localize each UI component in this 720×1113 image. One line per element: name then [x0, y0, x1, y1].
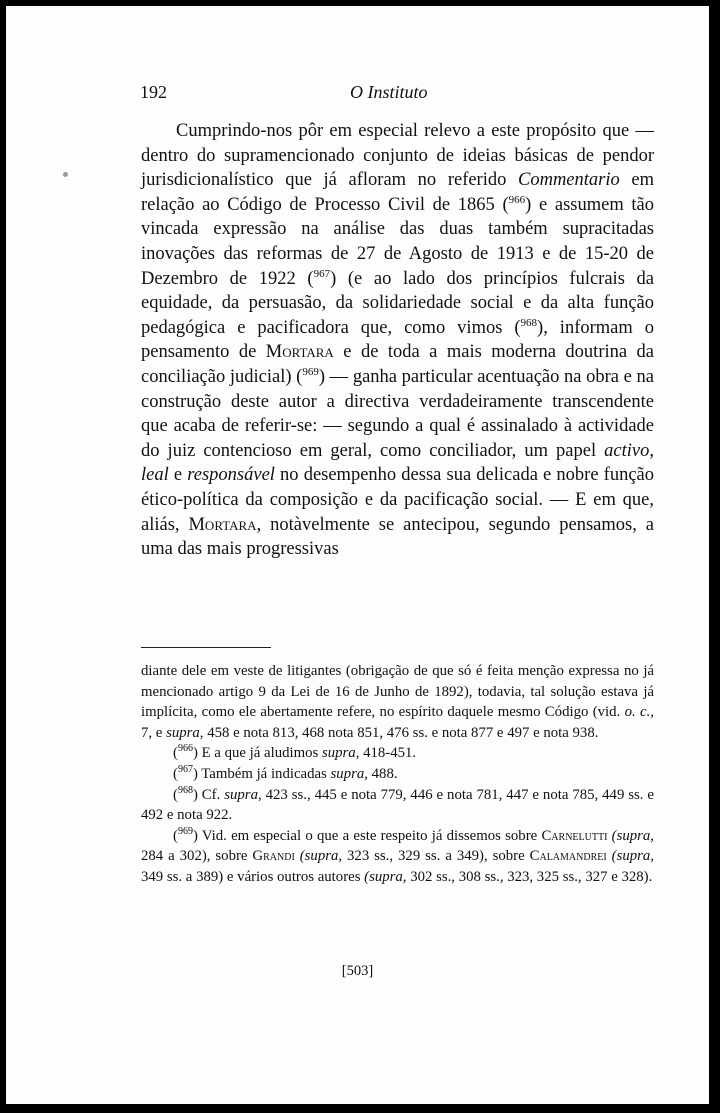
text-run: , 423 ss., 445 e nota 779, 446 e nota 781, 447 e nota 785, 449 ss. e 492 e nota 922. [141, 786, 654, 824]
footnote-ref-969[interactable]: 969 [302, 365, 319, 378]
text-run: Cumprindo-nos pôr em especial relevo a este propósito que — dentro do supramencionado conjunto de ideias básicas de pendor jurisdicionalístico que já afloram no referido [141, 121, 654, 191]
author-name: Mortara [188, 514, 257, 535]
book-page [6, 6, 709, 1104]
paper-speck [63, 172, 68, 177]
text-run: em relação ao Código de Processo Civil de 1865 ( [141, 170, 654, 215]
main-paragraph [141, 119, 654, 562]
text-run: Vid. em especial o que a este respeito já dissemos sobre [197, 827, 542, 844]
text-run: Cf. [197, 786, 225, 803]
text-run: Também já indicadas [197, 765, 331, 782]
page-header [140, 82, 600, 104]
text-run: ) — ganha particular acentuação na obra e na construção deste autor a directiva verdadeiramente transcendente que acaba de referir-se: — segundo a qual é assinalado à actividade do juiz contencioso em geral, como conciliador, um papel [141, 366, 655, 461]
text-run: ), informam o pensamento de [141, 317, 654, 363]
italic-abbrev: o. c. [624, 704, 651, 721]
footnote-marker: 966 [177, 743, 193, 755]
text-run: 323 ss., 329 ss. a 349), sobre [342, 848, 530, 865]
text-run: , notàvelmente se antecipou, segundo pensamos, a uma das mais progressivas [141, 514, 654, 560]
text-run: , [649, 440, 654, 461]
text-run: ) (e ao lado dos princípios fulcrais da equidade, da persuasão, da solidariedade social e da alta função pedagógica e pacificadora que, como vimos ( [141, 268, 654, 338]
footnote-ref-966[interactable]: 966 [508, 193, 526, 206]
author-name: Calamandrei [529, 848, 607, 865]
running-title: O Instituto [350, 82, 428, 102]
footnote-ref-968[interactable]: 968 [520, 316, 538, 329]
footnote-968: ($^{968}$) Cf. supra, 423 ss., 445 e nota 779, 446 e nota 781, 447 e nota 785, 449 ss. e 492 e nota 922. [141, 784, 654, 824]
italic-word: leal [141, 465, 169, 486]
text-run: no desempenho dessa sua delicada e nobre função ético-política da composição e da pacificação social. — E em que, aliás, [141, 465, 654, 535]
text-run: , 7, e [141, 704, 654, 741]
italic-word: (supra, [611, 848, 654, 865]
italic-word: supra [321, 745, 356, 762]
text-run: e de toda a mais moderna doutrina da conciliação judicial) ( [141, 342, 655, 387]
author-name: Grandi [252, 848, 295, 865]
page-number: 192 [140, 82, 167, 102]
italic-word: responsável [187, 465, 275, 486]
footnote-marker: 969 [177, 825, 193, 837]
body-text [141, 119, 654, 562]
footnote-separator [141, 647, 271, 648]
footnote-ref-967[interactable]: 967 [313, 267, 331, 280]
text-run: diante dele em veste de litigantes (obrigação de que só é feita menção expressa no já mencionado artigo 9 da Lei de 16 de Junho de 1892), todavia, tal solução estava já implícita, como ele abertamente refere, no espírito daquele mesmo Código (vid. [141, 663, 654, 721]
footnote-marker: 967 [177, 764, 193, 776]
text-run: 284 a 302), sobre [141, 848, 253, 865]
italic-word: supra [166, 724, 200, 741]
text-run: , 458 e nota 813, 468 nota 851, 476 ss. e nota 877 e 497 e nota 938. [199, 724, 599, 741]
text-run: ) e assumem tão vincada expressão na análise das duas também supracitadas inovações das reformas de 27 de Agosto de 1913 e de 15-20 de Dezembro de 1922 ( [141, 194, 655, 289]
italic-word: (supra, [364, 868, 407, 885]
footnote-marker: 968 [177, 784, 193, 796]
footnotes [141, 661, 654, 888]
footnote-continued [141, 661, 654, 743]
italic-word: (supra, [299, 848, 343, 865]
italic-title: Commentario [518, 170, 620, 191]
author-name: Mortara [265, 342, 334, 363]
italic-word: activo [604, 440, 650, 461]
text-run: e [168, 465, 188, 486]
text-run: 302 ss., 308 ss., 323, 325 ss., 327 e 328). [406, 868, 653, 885]
text-run: E a que já aludimos [197, 745, 322, 762]
italic-word: (supra, [611, 827, 654, 844]
text-run: , 488. [364, 765, 398, 782]
footnote-966: ($^{966}$) E a que já aludimos supra, 418-451. [173, 743, 417, 762]
text-run: 349 ss. a 389) e vários outros autores [141, 868, 365, 885]
folio-number: [503] [341, 963, 374, 979]
italic-word: supra [224, 786, 258, 803]
text-run: , 418-451. [355, 745, 417, 762]
author-name: Carnelutti [541, 827, 608, 844]
footnote-967: ($^{967}$) Também já indicadas supra, 488. [173, 764, 398, 782]
footnote-969: ($^{969}$) Vid. em especial o que a este respeito já dissemos sobre Carnelutti (supra, 284 a 302), sobre Grandi (supra, 323 ss., 329 ss. a 349), sobre Calamandrei (supra, 349 ss. a 389) e vários outros autores (supra, 302 ss., 308 ss., 323, 325 ss., 327 e 328). [141, 825, 654, 885]
italic-word: supra [330, 765, 365, 782]
